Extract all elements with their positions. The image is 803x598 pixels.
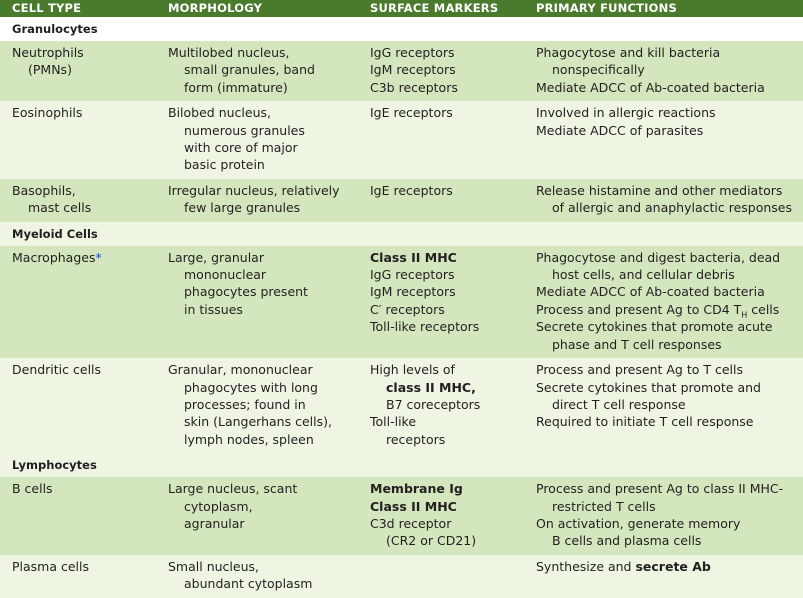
function-line: restricted T cells: [552, 498, 656, 514]
function-line: Secrete cytokines that promote and: [536, 379, 761, 395]
morphology: [156, 477, 358, 555]
surface-markers: [358, 555, 524, 598]
function-line: of allergic and anaphylactic responses: [552, 200, 792, 216]
marker-line: IgE receptors: [370, 182, 453, 198]
header-morphology: MORPHOLOGY: [156, 0, 358, 17]
morphology-line: few large granules: [184, 200, 301, 216]
cell-type-line: Neutrophils: [12, 45, 84, 60]
marker-line: High levels of: [370, 362, 455, 378]
function-text: Synthesize and: [536, 558, 636, 574]
function-line: Secrete cytokines that promote acute: [536, 319, 773, 335]
primary-functions: [524, 358, 803, 453]
marker-line: Toll-like: [370, 414, 417, 430]
morphology-line: Small nucleus,: [168, 558, 259, 574]
morphology-line: Large nucleus, scant: [168, 481, 298, 497]
primary-functions: [524, 179, 803, 222]
group-row-lymphocytes: [0, 453, 803, 477]
group-row-granulocytes: [0, 17, 803, 41]
function-line: direct T cell response: [552, 396, 686, 412]
morphology-line: mononuclear: [184, 267, 267, 283]
marker-line: IgM receptors: [370, 62, 456, 78]
function-line: Mediate ADCC of parasites: [536, 122, 704, 138]
cell-type-line: Plasma cells: [12, 558, 90, 574]
cell-type: [0, 555, 156, 598]
function-text-bold: secrete Ab: [635, 558, 711, 574]
function-line: Phagocytose and digest bacteria, dead: [536, 249, 781, 265]
morphology-line: numerous granules: [184, 122, 305, 138]
marker-line: Class II MHC: [370, 498, 457, 514]
function-line: B cells and plasma cells: [552, 533, 702, 549]
marker-line: IgG receptors: [370, 267, 455, 283]
marker-line: C3d receptor: [370, 515, 452, 531]
header-surface-markers: SURFACE MARKERS: [358, 0, 524, 17]
table-row-b-cells: [0, 477, 803, 555]
marker-line: Toll-like receptors: [370, 319, 480, 335]
surface-markers: [358, 246, 524, 358]
cell-type-line: B cells: [12, 481, 53, 497]
marker-line: Class II MHC: [370, 249, 457, 265]
group-row-myeloid: [0, 222, 803, 246]
marker-line: IgM receptors: [370, 284, 456, 300]
primary-functions: [524, 41, 803, 101]
table-row-dendritic-cells: [0, 358, 803, 453]
marker-line: IgG receptors: [370, 45, 455, 60]
morphology: [156, 246, 358, 358]
function-line: host cells, and cellular debris: [552, 267, 735, 283]
marker-line: Membrane Ig: [370, 481, 463, 497]
header-cell-type: CELL TYPE: [0, 0, 156, 17]
cell-type-line: (PMNs): [28, 62, 72, 78]
morphology-line: in tissues: [184, 301, 243, 317]
cell-type: [0, 101, 156, 179]
function-line: Process and present Ag to T cells: [536, 362, 743, 378]
morphology-line: Large, granular: [168, 249, 264, 265]
morphology: [156, 555, 358, 598]
function-line: Mediate ADCC of Ab-coated bacteria: [536, 79, 765, 95]
table-row-eosinophils: [0, 101, 803, 179]
morphology-line: phagocytes with long: [184, 379, 318, 395]
morphology: [156, 179, 358, 222]
morphology-line: lymph nodes, spleen: [184, 431, 314, 447]
marker-line: C3b receptors: [370, 79, 458, 95]
subscript-h: H: [741, 310, 748, 320]
primary-functions: [524, 246, 803, 358]
group-title-myeloid: Myeloid Cells: [0, 222, 803, 246]
marker-line: B7 coreceptors: [386, 396, 481, 412]
surface-markers: [358, 101, 524, 179]
function-line: On activation, generate memory: [536, 515, 741, 531]
function-line: Involved in allergic reactions: [536, 105, 716, 121]
morphology: [156, 358, 358, 453]
morphology-line: basic protein: [184, 157, 265, 173]
cell-type-text: Macrophages: [12, 249, 96, 265]
footnote-asterisk[interactable]: *: [95, 249, 102, 265]
function-line: phase and T cell responses: [552, 336, 722, 352]
marker-line: receptors: [386, 431, 446, 447]
function-line: [536, 301, 797, 318]
morphology-line: cytoplasm,: [184, 498, 253, 514]
marker-line: IgE receptors: [370, 105, 453, 121]
morphology-line: small granules, band: [184, 62, 315, 78]
function-text: Process and present Ag to CD4 T: [536, 301, 742, 317]
marker-line: class II MHC,: [386, 379, 476, 395]
morphology-line: agranular: [184, 515, 245, 531]
table-row-neutrophils: [0, 41, 803, 101]
primary-functions: [524, 101, 803, 179]
function-line: nonspecifically: [552, 62, 645, 78]
surface-markers: [358, 41, 524, 101]
morphology-line: skin (Langerhans cells),: [184, 414, 332, 430]
group-title-granulocytes: Granulocytes: [0, 17, 803, 41]
cell-type: [0, 41, 156, 101]
function-line: Mediate ADCC of Ab-coated bacteria: [536, 284, 765, 300]
morphology-line: Granular, mononuclear: [168, 362, 313, 378]
morphology-line: abundant cytoplasm: [184, 576, 313, 592]
function-line: Process and present Ag to class II MHC-: [536, 481, 784, 497]
surface-markers: [358, 477, 524, 555]
cell-type-line: Eosinophils: [12, 105, 83, 121]
surface-markers: [358, 179, 524, 222]
cell-type-line: mast cells: [28, 200, 92, 216]
surface-markers: [358, 358, 524, 453]
cell-type-line: Basophils,: [12, 182, 76, 198]
cell-type-line: Dendritic cells: [12, 362, 102, 378]
function-text: cells: [747, 301, 780, 317]
cell-type: [0, 179, 156, 222]
morphology-line: Irregular nucleus, relatively: [168, 182, 340, 198]
cell-type: [0, 246, 156, 358]
morphology-line: phagocytes present: [184, 284, 308, 300]
function-line: Required to initiate T cell response: [536, 414, 754, 430]
morphology: [156, 41, 358, 101]
marker-line: (CR2 or CD21): [386, 533, 477, 549]
cell-type-line: [12, 249, 150, 266]
morphology-line: with core of major: [184, 140, 298, 156]
morphology-line: form (immature): [184, 79, 288, 95]
cell-type: [0, 477, 156, 555]
primary-functions: [524, 477, 803, 555]
primary-functions: [524, 555, 803, 598]
table-row-plasma-cells: [0, 555, 803, 598]
morphology-line: Multilobed nucleus,: [168, 45, 290, 60]
header-primary-functions: PRIMARY FUNCTIONS: [524, 0, 803, 17]
cell-type: [0, 358, 156, 453]
morphology: [156, 101, 358, 179]
group-title-lymphocytes: Lymphocytes: [0, 453, 803, 477]
function-line: Phagocytose and kill bacteria: [536, 45, 721, 60]
marker-line: C′ receptors: [370, 301, 445, 317]
table-row-basophils: [0, 179, 803, 222]
header-row: [0, 0, 803, 17]
table-row-macrophages: [0, 246, 803, 358]
morphology-line: processes; found in: [184, 396, 306, 412]
function-line: Release histamine and other mediators: [536, 182, 783, 198]
morphology-line: Bilobed nucleus,: [168, 105, 271, 121]
